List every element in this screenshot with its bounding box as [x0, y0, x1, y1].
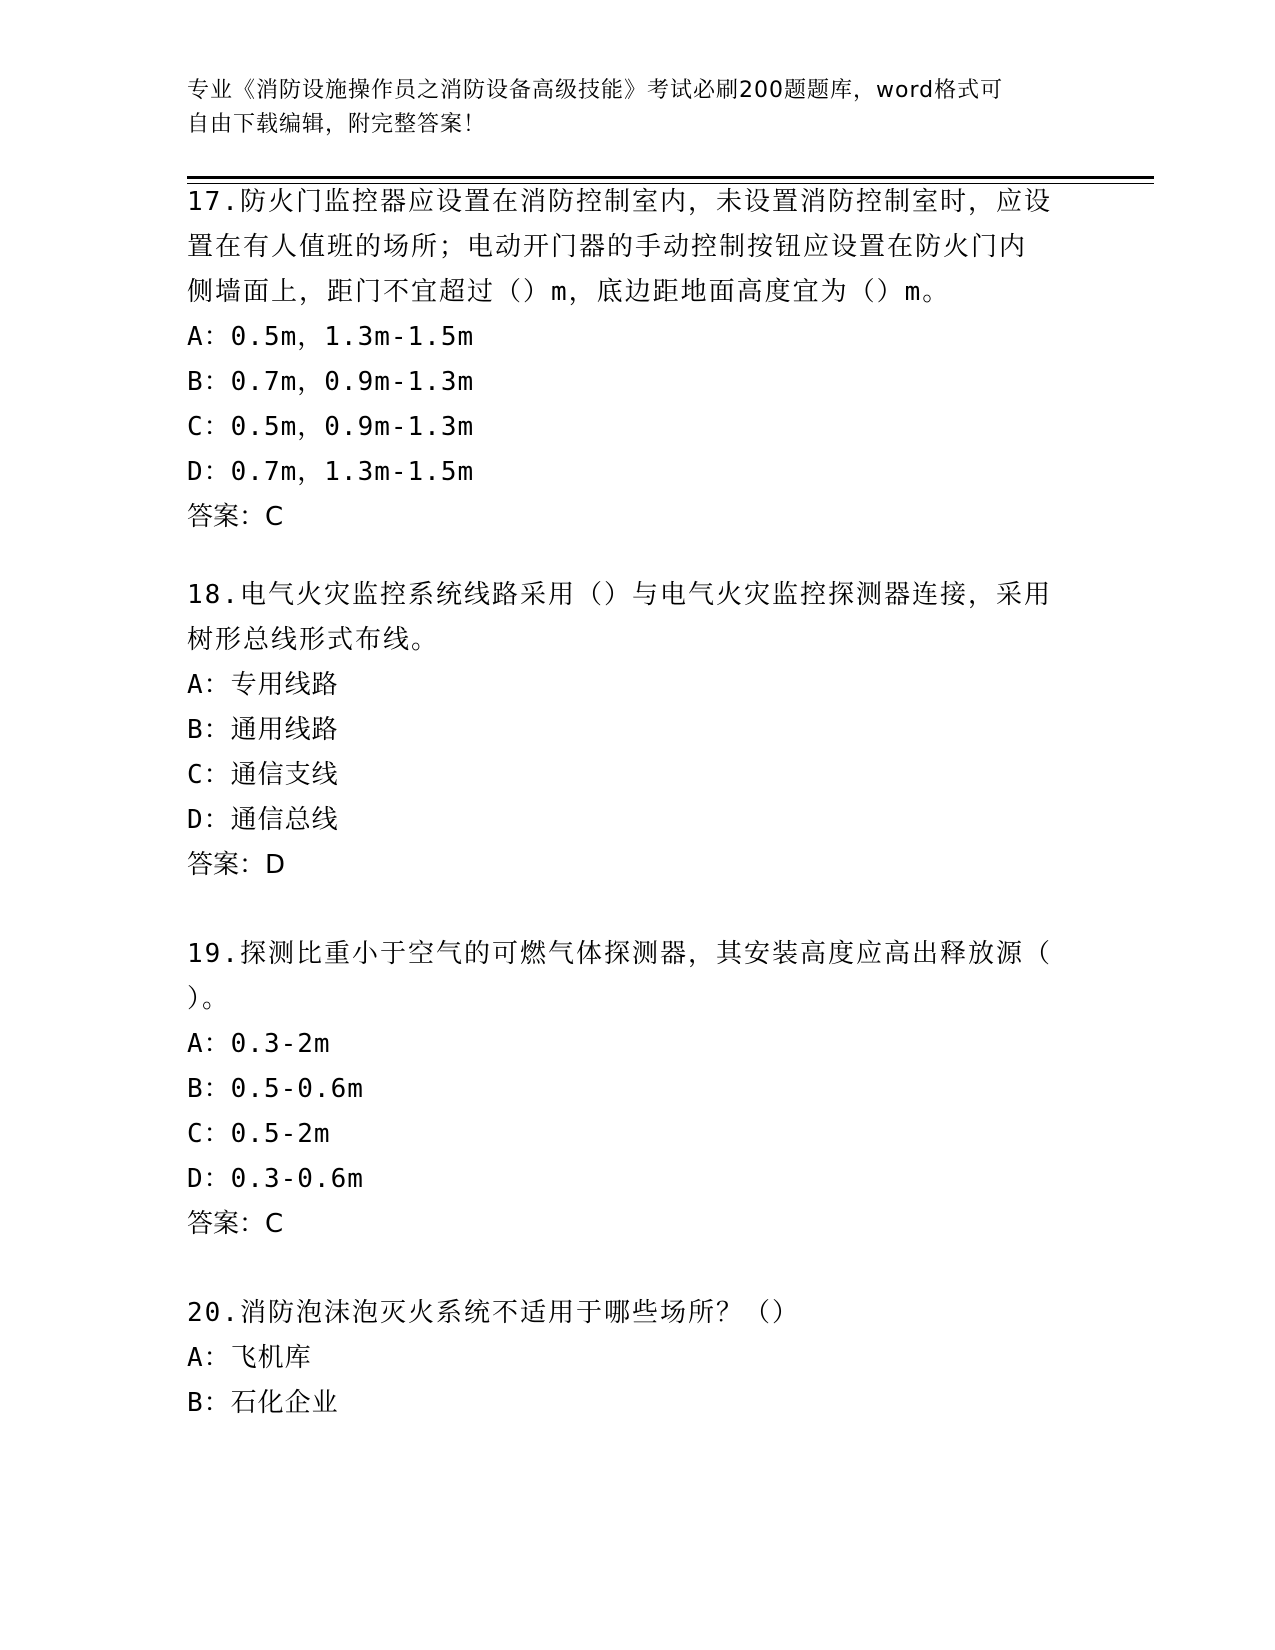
option-d: D：0.3-0.6m	[187, 1164, 364, 1194]
option-d: D：通信总线	[187, 805, 339, 835]
option-c: C：通信支线	[187, 760, 339, 790]
question-stem-line: 19.探测比重小于空气的可燃气体探测器，其安装高度应高出释放源（	[187, 939, 1052, 969]
header-divider-thick	[187, 176, 1154, 179]
option-a: A：0.3-2m	[187, 1029, 331, 1059]
option-c: C：0.5-2m	[187, 1119, 331, 1149]
option-c: C：0.5m，0.9m-1.3m	[187, 412, 475, 442]
question-stem-line: 置在有人值班的场所；电动开门器的手动控制按钮应设置在防火门内	[187, 232, 1028, 262]
question-stem-line: 树形总线形式布线。	[187, 625, 440, 655]
question-stem-line: 18.电气火灾监控系统线路采用（）与电气火灾监控探测器连接，采用	[187, 580, 1052, 610]
answer: 答案：C	[187, 1209, 284, 1239]
option-b: B：0.5-0.6m	[187, 1074, 364, 1104]
option-a: A：专用线路	[187, 670, 339, 700]
option-b: B：石化企业	[187, 1388, 339, 1418]
option-a: A：0.5m，1.3m-1.5m	[187, 322, 475, 352]
document-header	[187, 74, 1087, 142]
option-b: B：0.7m，0.9m-1.3m	[187, 367, 475, 397]
header-line-2: 自由下载编辑，附完整答案！	[187, 112, 487, 137]
question-17	[187, 180, 1087, 540]
option-b: B：通用线路	[187, 715, 339, 745]
answer: 答案：C	[187, 502, 284, 532]
answer: 答案：D	[187, 850, 286, 880]
option-d: D：0.7m，1.3m-1.5m	[187, 457, 475, 487]
header-line-1: 专业《消防设施操作员之消防设备高级技能》考试必刷200题题库，word格式可	[187, 78, 1004, 103]
question-stem-line: 侧墙面上，距门不宜超过（）m，底边距地面高度宜为（）m。	[187, 277, 951, 307]
question-18	[187, 573, 1087, 888]
question-20	[187, 1291, 1087, 1426]
question-stem-line: ）。	[187, 984, 231, 1014]
question-stem-line: 20.消防泡沫泡灭火系统不适用于哪些场所？（）	[187, 1298, 800, 1328]
question-stem-line: 17.防火门监控器应设置在消防控制室内，未设置消防控制室时，应设	[187, 187, 1052, 217]
question-19	[187, 932, 1087, 1247]
option-a: A：飞机库	[187, 1343, 312, 1373]
